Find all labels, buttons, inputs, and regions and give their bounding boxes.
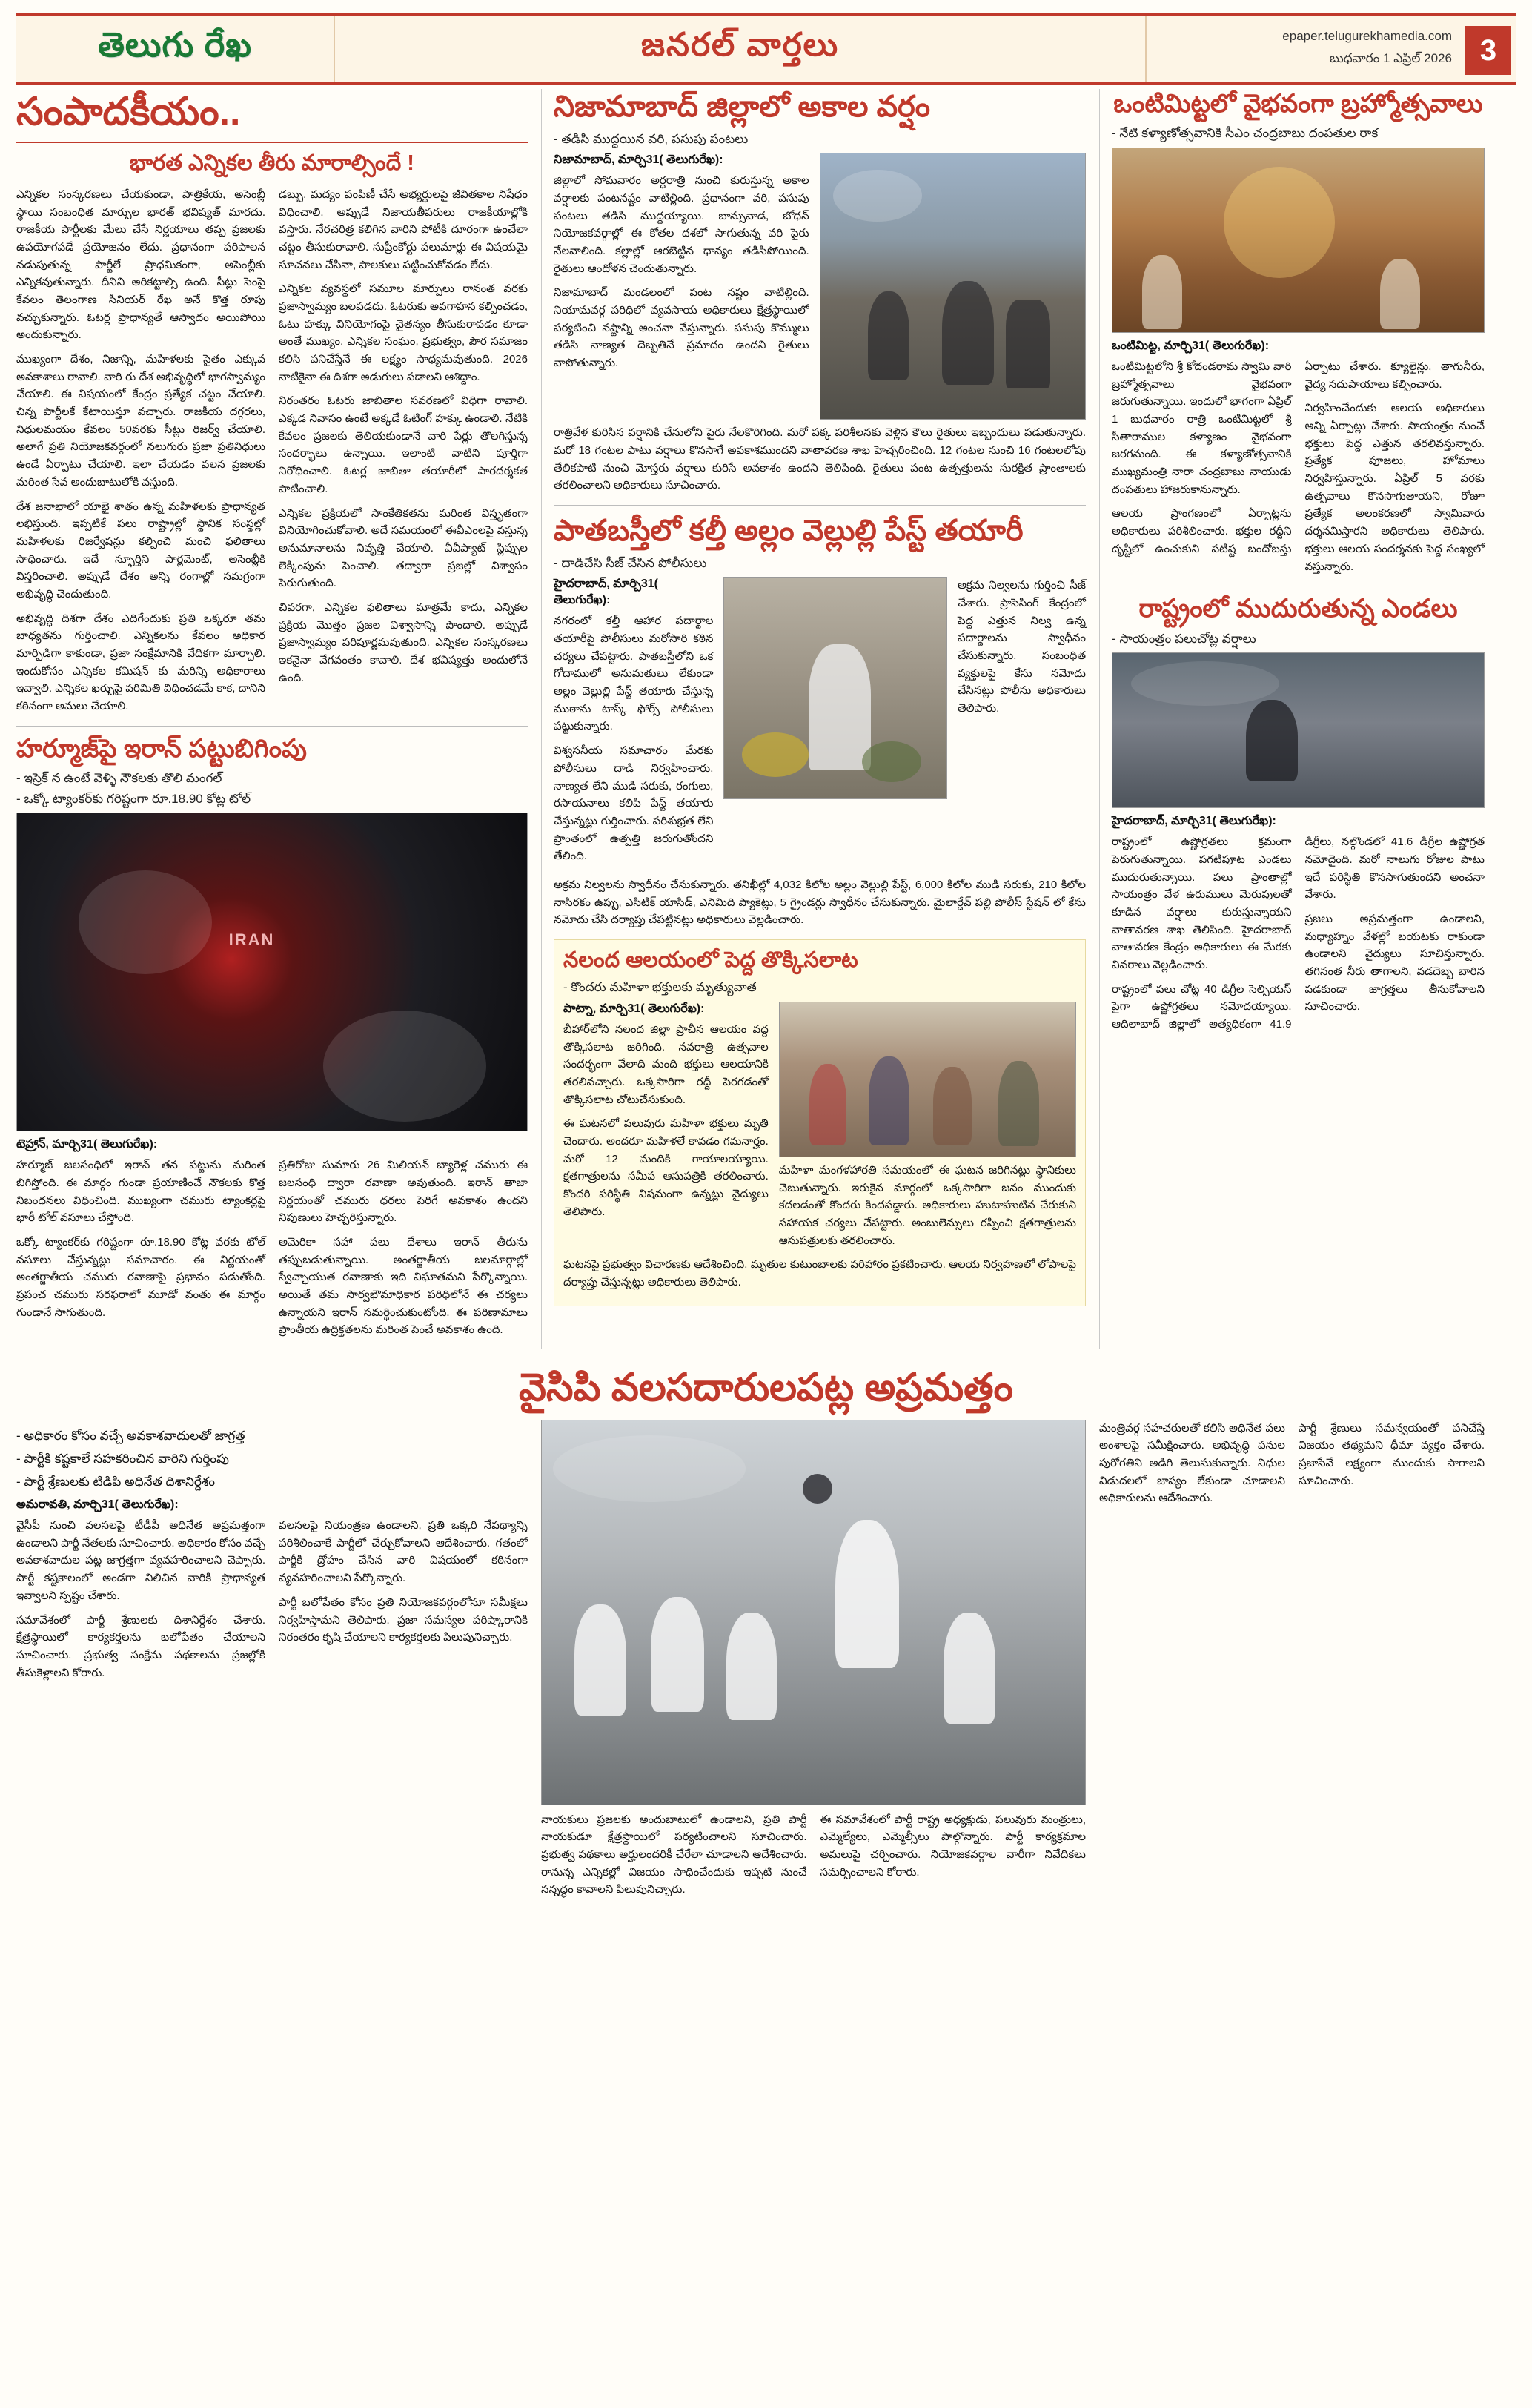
page-number-badge: 3 bbox=[1465, 26, 1511, 75]
editorial-paragraph: దేశ జనాభాలో యాభై శాతం ఉన్న మహిళలకు ప్రాధాన్యత లభిస్తుంది. ఇప్పటికే పలు రాష్ట్రాల్లో స్థానిక సంస్థల్లో మహిళలకు రిజర్వేషన్లు కల్పించి మంచి ఫలితాలు సాధించారు. ఇదే స్ఫూర్తిని పార్లమెంట్, అసెంబ్లీకి విస్తరించాలి. అప్పుడే దేశం అన్ని రంగాల్లో సమగ్రంగా అభివృద్ధి చెందుతుంది. bbox=[16, 500, 265, 601]
ysrcp-grid bbox=[16, 1420, 1516, 1899]
ginger-paste-dateline: హైదరాబాద్, మార్చి31( తెలుగురేఖ): bbox=[554, 578, 659, 607]
iran-subhead-1: - ఇస్రెక్ న ఉంటే వెళ్ళి నౌకలకు తొలి మంగల్ bbox=[16, 771, 222, 786]
nalanda-subhead: - కొందరు మహిళా భక్తులకు మృత్యువాత bbox=[563, 980, 757, 995]
ginger-paste-text-left bbox=[554, 577, 713, 872]
ysrcp-right bbox=[1099, 1420, 1485, 1899]
ontimitta-headline: ఒంటిమిట్టలో వైభవంగా బ్రహ్మోత్సవాలు bbox=[1113, 90, 1483, 118]
ontimitta-temple-photo bbox=[1112, 148, 1485, 333]
ginger-paste-paragraph: విశ్వసనీయ సమాచారం మేరకు పోలీసులు దాడి నిర్వహించారు. నాణ్యత లేని ముడి సరుకు, రంగులు, రసాయనాలు కలిపి పేస్ట్ తయారు చేస్తున్నట్లు గుర్తించారు. పరిశుభ్రత లేని ప్రాంతంలో ఉత్పత్తి జరుగుతోందని తేలింది. bbox=[554, 744, 714, 863]
ysrcp-bullet: - అధికారం కోసం వచ్చే అవకాశవాదులతో జాగ్రత్త bbox=[16, 1428, 245, 1443]
ginger-paste-photo-wrap bbox=[723, 577, 947, 872]
column-center bbox=[541, 89, 1086, 1349]
editorial-paragraph: నిరంతరం ఓటరు జాబితాల సవరణలో విధిగా రావాలి. ఎక్కడ నివాసం ఉంటే అక్కడే ఓటింగ్ హక్కు ఉండాలి. నేటికి కేవలం ప్రజలకు తెలియకుండానే వారి పేర్లు తొలగిస్తున్న సందర్భాలు ఉన్నాయి. ఇలాంటి వాటిని పూర్తిగా నిరోధించాలి. ఓటర్ల జాబితా తయారీలో పారదర్శకత పాటించాలి. bbox=[279, 394, 528, 495]
nalanda-dateline: పాట్నా, మార్చి31( తెలుగురేఖ): bbox=[563, 1002, 705, 1015]
editorial-rule bbox=[16, 142, 528, 143]
ginger-paste-content bbox=[554, 577, 1086, 872]
ysrcp-bullet: - పార్టీకి కష్టకాలే సహకరించిన వారిని గుర్తింపు bbox=[16, 1451, 229, 1466]
nalanda-paragraph: ఈ ఘటనలో పలువురు మహిళా భక్తులు మృతి చెందారు. అందరూ మహిళలే కావడం గమనార్హం. మరో 12 మందికి గాయాలయ్యాయి. క్షతగాత్రులను సమీప ఆసుపత్రికి తరలించారు. కొందరి పరిస్థితి విషమంగా ఉన్నట్లు వైద్యులు తెలిపారు. bbox=[563, 1117, 769, 1218]
masthead-meta bbox=[1145, 16, 1516, 82]
nizamabad-dateline: నిజామాబాద్, మార్చి31( తెలుగురేఖ): bbox=[554, 153, 723, 167]
ginger-paste-paragraph: అక్రమ నిల్వలను గుర్తించి సీజ్ చేశారు. ప్రాసెసింగ్ కేంద్రంలో పెద్ద ఎత్తున నిల్వ ఉన్న పదార్థాలను స్వాధీనం చేసుకున్నారు. సంబంధిత వ్యక్తులపై కేసు నమోదు చేసినట్లు పోలీసు అధికారులు తెలిపారు. bbox=[957, 579, 1086, 715]
masthead-logo-area bbox=[16, 16, 335, 82]
iran-body bbox=[16, 1157, 528, 1339]
heat-article bbox=[1112, 594, 1485, 1033]
nalanda-headline: నలంద ఆలయంలో పెద్ద తొక్కిసలాట bbox=[563, 948, 858, 973]
heat-dateline: హైదరాబాద్, మార్చి31( తెలుగురేఖ): bbox=[1112, 815, 1276, 828]
ontimitta-subhead: - నేటి కళ్యాణోత్సవానికి సీఎం చంద్రబాబు దంపతుల రాక bbox=[1112, 126, 1379, 141]
publication-logo: తెలుగు రేఖ bbox=[98, 25, 252, 64]
iran-article bbox=[16, 734, 528, 1339]
editorial-paragraph: ఎన్నికల వ్యవస్థలో సమూల మార్పులు రానంత వరకు ప్రజాస్వామ్యం బలపడదు. ఓటరుకు అవగాహన కల్పించడం, ఓటు హక్కు వినియోగంపై చైతన్యం తీసుకురావడం కూడా అంతే ముఖ్యం. ఎన్నికల సంఘం, ప్రభుత్వం, పౌర సమాజం కలిసి పనిచేస్తేనే ఈ లక్ష్యం సాధ్యమవుతుంది. 2026 నాటికైనా ఈ దిశగా అడుగులు పడాలని ఆశిద్దాం. bbox=[279, 282, 528, 383]
nalanda-photo-wrap bbox=[779, 1002, 1076, 1256]
editorial-article bbox=[16, 89, 528, 715]
ysrcp-paragraph: నాయకులు ప్రజలకు అందుబాటులో ఉండాలని, ప్రతి పార్టీ నాయకుడూ క్షేత్రస్థాయిలో పర్యటించాలని సూచించారు. ప్రభుత్వ పథకాలు అర్హులందరికీ చేరేలా చూడాలని ఆదేశించారు. రానున్న ఎన్నికల్లో విజయం సాధించేందుకు ఇప్పటి నుంచే సన్నద్ధం కావాలని పిలుపునిచ్చారు. bbox=[541, 1813, 807, 1896]
ysrcp-paragraph: మంత్రివర్గ సహచరులతో కలిసి అధినేత పలు అంశాలపై సమీక్షించారు. అభివృద్ధి పనుల పురోగతిని అడిగి తెలుసుకున్నారు. నిధుల విడుదలలో జాప్యం లేకుండా చూడాలని అధికారులను ఆదేశించారు. bbox=[1099, 1421, 1285, 1505]
heat-body bbox=[1112, 833, 1485, 1033]
editorial-body bbox=[16, 186, 528, 715]
ysrcp-headline: వైసిపి వలసదారులపట్ల అప్రమత్తం bbox=[519, 1366, 1013, 1410]
ysrcp-paragraph: వైసీపీ నుంచి వలసలపై టీడీపీ అధినేత అప్రమత్తంగా ఉండాలని పార్టీ నేతలకు సూచించారు. అధికారం కోసం వచ్చే అవకాశవాదుల పట్ల జాగ్రత్తగా వ్యవహరించాలని చెప్పారు. పార్టీ కష్టకాలంలో అండగా నిలిచిన వారికి ప్రాధాన్యత ఇవ్వాలని స్పష్టం చేశారు. bbox=[16, 1519, 265, 1602]
divider bbox=[554, 505, 1086, 506]
divider bbox=[16, 726, 528, 727]
nizamabad-content bbox=[554, 153, 1086, 420]
ginger-paste-article bbox=[554, 513, 1086, 929]
iran-subhead-2: - ఒక్కో ట్యాంకర్‌కు గరిష్టంగా రూ.18.90 కోట్ల టోల్ bbox=[16, 791, 251, 806]
column-right bbox=[1099, 89, 1485, 1349]
section-title: జనరల్ వార్తలు bbox=[640, 26, 840, 63]
nizamabad-text bbox=[554, 153, 809, 420]
ginger-paste-text-right bbox=[958, 577, 1086, 872]
ontimitta-paragraph: ఒంటిమిట్టలోని శ్రీ కోదండరామ స్వామి వారి బ్రహ్మోత్సవాలు వైభవంగా జరుగుతున్నాయి. ఇందులో భాగంగా ఏప్రిల్ 1 బుధవారం రాత్రి ఒంటిమిట్టలో శ్రీ సీతారాముల కళ్యాణం వైభవంగా జరగనుంది. ఈ కళ్యాణోత్సవానికి ముఖ్యమంత్రి నారా చంద్రబాబు నాయుడు దంపతులు హాజరుకానున్నారు. bbox=[1112, 360, 1292, 496]
editorial-paragraph: ఎన్నికల ప్రక్రియలో సాంకేతికతను మరింత విస్తృతంగా వినియోగించుకోవాలి. అదే సమయంలో ఈవీఎంలపై వస్తున్న అనుమానాలను నివృత్తి చేయాలి. వీవీప్యాట్ స్లిప్పుల లెక్కింపును పెంచాలి. తద్వారా ప్రజల్లో విశ్వాసం పెరుగుతుంది. bbox=[279, 506, 528, 590]
ginger-paste-subhead: - దాడిచేసి సీజ్ చేసిన పోలీసులు bbox=[554, 555, 707, 570]
ontimitta-paragraph: ఆలయ ప్రాంగణంలో ఏర్పాట్లను అధికారులు పరిశీలించారు. భక్తుల రద్దీని దృష్టిలో ఉంచుకుని పటిష్ట బందోబస్తు ఏర్పాటు చేశారు. క్యూలైన్లు, తాగునీరు, వైద్య సదుపాయాలు కల్పించారు. bbox=[1112, 360, 1485, 555]
ysrcp-article bbox=[16, 1357, 1516, 1899]
nizamabad-photo-wrap bbox=[820, 153, 1086, 420]
ysrcp-paragraph: పార్టీ శ్రేణులు సమన్వయంతో పనిచేస్తే విజయం తథ్యమని ధీమా వ్యక్తం చేశారు. ప్రజాసేవే లక్ష్యంగా ముందుకు సాగాలని సూచించారు. bbox=[1299, 1421, 1485, 1487]
ysrcp-bullet: - పార్టీ శ్రేణులకు టిడిపి అధినేత దిశానిర్దేశం bbox=[16, 1474, 215, 1489]
page-grid bbox=[16, 89, 1516, 1349]
editorial-paragraph: డబ్బు, మద్యం పంపిణీ చేసే అభ్యర్థులపై జీవితకాల నిషేధం విధించాలి. అప్పుడే నిజాయతీపరులు రాజకీయాల్లోకి వస్తారు. నేరచరిత్ర కలిగిన వారిని పోటీకి దూరంగా ఉంచేలా చట్టం తీసుకురావాలి. సుప్రీంకోర్టు పలుమార్లు ఈ విషయమై సూచనలు చేసినా, పాలకులు పట్టించుకోవడం లేదు. bbox=[279, 188, 528, 271]
ysrcp-body-right bbox=[1099, 1420, 1485, 1507]
nizamabad-paragraph: జిల్లాలో సోమవారం అర్ధరాత్రి నుంచి కురుస్తున్న అకాల వర్షాలకు పంటనష్టం వాటిల్లింది. ప్రధానంగా వరి, పసుపు పంటలు తడిసి ముద్దయ్యాయి. బాన్సువాడ, బోధన్ నియోజకవర్గాల్లో ఈ కోతల దశలో సాగుతున్న వరి పైరు నేలవాలింది. కల్లాల్లో ఆరబెట్టిన ధాన్యం తడిసిపోయింది. రైతులు ఆందోళన చెందుతున్నారు. bbox=[554, 174, 809, 275]
ysrcp-paragraph: వలసలపై నియంత్రణ ఉండాలని, ప్రతి ఒక్కరి నేపథ్యాన్ని పరిశీలించాకే పార్టీలో చేర్చుకోవాలని ఆదేశించారు. గతంలో పార్టీకి ద్రోహం చేసిన వారి విషయంలో కఠినంగా వ్యవహరించాలని పేర్కొన్నారు. bbox=[279, 1519, 528, 1585]
heat-subhead: - సాయంత్రం పలుచోట్ల వర్షాలు bbox=[1112, 631, 1256, 646]
map-country-label: IRAN bbox=[228, 930, 275, 950]
masthead bbox=[16, 13, 1516, 85]
nalanda-article bbox=[554, 939, 1086, 1306]
editorial-paragraph: ముఖ్యంగా దేశం, నిజాన్ని, మహిళలకు సైతం ఎక్కువ అవకాశాలు రావాలి. వారి రు దేశ అభివృద్ధిలో భాగస్వామ్యం చేయాలి. ఈ విషయంలో కేంద్రం ప్రత్యేక చట్టం చేయాలి. చిన్న పార్టీలకే కేటాయిస్తూ వచ్చారు. రాజకీయ దగ్గరలు, నిధులమయం కేవలం 50వరకు సీట్లు రిజర్వ్ చేయాలి. అలాగే ప్రతి నియోజకవర్గంలో నలుగురు ప్రజా ప్రతినిధులు ఉండే ఏర్పాటు చేయాలి. ఇలా చేయడం వలన ప్రజలకు మరింత సేవ అందుబాటులోకి వస్తుంది. bbox=[16, 353, 265, 489]
nalanda-paragraph: బీహార్‌లోని నలంద జిల్లా ప్రాచీన ఆలయం వద్ద తొక్కిసలాట జరిగింది. నవరాత్రి ఉత్సవాల సందర్భంగా వేలాది మంది భక్తులు ఆలయానికి తరలివచ్చారు. ఒక్కసారిగా రద్దీ పెరగడంతో తొక్కిసలాట చోటుచేసుకుంది. bbox=[563, 1022, 769, 1106]
iran-paragraph: హర్మూజ్ జలసంధిలో ఇరాన్ తన పట్టును మరింత బిగిస్తోంది. ఈ మార్గం గుండా ప్రయాణించే నౌకలకు కొత్త నిబంధనలు విధించింది. ముఖ్యంగా చమురు ట్యాంకర్లపై భారీ టోల్ వసూలు చేస్తోంది. bbox=[16, 1159, 265, 1225]
ysrcp-body-center bbox=[541, 1811, 1086, 1899]
ginger-paste-paragraph: అక్రమ నిల్వలను స్వాధీనం చేసుకున్నారు. తనిఖీల్లో 4,032 కిలోల అల్లం వెల్లుల్లి పేస్ట్, 6,000 కిలోల ముడి సరుకు, 210 కిలోల నాసిరకం ఉప్పు, ఎసిటిక్ యాసిడ్, ఎనిమిది ప్యాకెట్లు, 5 గ్రైండర్లు స్వాధీనం చేసుకున్నారు. మైలార్దేవ్ పల్లి పోలీస్ స్టేషన్ లో కేసు నమోదు చేసి దర్యాప్తు చేపట్టినట్లు అధికారులు వెల్లడించారు. bbox=[554, 878, 1086, 927]
iran-paragraph: ప్రతిరోజు సుమారు 26 మిలియన్ బ్యారెళ్ల చమురు ఈ జలసంధి ద్వారా రవాణా అవుతుంది. ఇరాన్ తాజా నిర్ణయంతో చమురు ధరలు పెరిగే అవకాశం ఉందని నిపుణులు హెచ్చరిస్తున్నారు. bbox=[279, 1159, 528, 1225]
ysrcp-body-left bbox=[16, 1517, 528, 1681]
iran-dateline: టెహ్రాన్, మార్చి31( తెలుగురేఖ): bbox=[16, 1138, 158, 1151]
ontimitta-body bbox=[1112, 358, 1485, 575]
iran-map-photo bbox=[16, 813, 528, 1131]
ontimitta-article bbox=[1112, 89, 1485, 575]
ysrcp-paragraph: పార్టీ బలోపేతం కోసం ప్రతి నియోజకవర్గంలోనూ సమీక్షలు నిర్వహిస్తామని తెలిపారు. ప్రజా సమస్యల పరిష్కారానికి నిరంతరం కృషి చేయాలని కార్యకర్తలకు పిలుపునిచ్చారు. bbox=[279, 1595, 528, 1644]
ginger-paste-raid-photo bbox=[723, 577, 947, 799]
ysrcp-center bbox=[541, 1420, 1086, 1899]
heat-rain-photo bbox=[1112, 652, 1485, 808]
editorial-paragraph: అభివృద్ధి దిశగా దేశం ఎదిగేందుకు ప్రతి ఒక్కరూ తమ బాధ్యతను గుర్తించాలి. ఎన్నికలను కేవలం అధికార మార్పిడిగా కాకుండా, ప్రజా సంక్షేమానికి వేదికగా మార్చాలి. ఇందుకోసం ఎన్నికల కమిషన్ కు మరిన్ని అధికారాలు ఇవ్వాలి. ఎన్నికల ఖర్చుపై పరిమితి విధించడమే కాక, దానిని కఠినంగా అమలు చేయాలి. bbox=[16, 612, 265, 713]
issue-date: బుధవారం 1 ఎప్రిల్ 2026 bbox=[1330, 51, 1452, 65]
heat-paragraph: రాష్ట్రంలో ఉష్ణోగ్రతలు క్రమంగా పెరుగుతున్నాయి. పగటిపూట ఎండలు ముదురుతున్నాయి. పలు ప్రాంతాల్లో సాయంత్రం వేళ ఉరుములు మెరుపులతో కూడిన వర్షాలు కురుస్తున్నాయని వాతావరణ శాఖ తెలిపింది. హైదరాబాద్ వాతావరణ కేంద్రం అధికారులు ఈ మేరకు వివరాలు వెల్లడించారు. bbox=[1112, 836, 1292, 971]
nalanda-paragraph: ఘటనపై ప్రభుత్వం విచారణకు ఆదేశించింది. మృతుల కుటుంబాలకు పరిహారం ప్రకటించారు. ఆలయ నిర్వహణలో లోపాలపై దర్యాప్తు చేస్తున్నట్లు అధికారులు తెలిపారు. bbox=[563, 1258, 1076, 1289]
nalanda-content bbox=[563, 1002, 1076, 1256]
ysrcp-bullets bbox=[16, 1426, 528, 1492]
nalanda-paragraph: మహిళా మంగళహారతి సమయంలో ఈ ఘటన జరిగినట్లు స్థానికులు చెబుతున్నారు. ఇరుకైన మార్గంలో ఒక్కసారిగా జనం ముందుకు కదలడంతో కొందరు కిందపడ్డారు. అధికారులు హుటాహుటిన చేరుకుని సహాయక చర్యలు చేపట్టారు. అంబులెన్సులు రప్పించి క్షతగాత్రులను ఆసుపత్రులకు తరలించారు. bbox=[778, 1163, 1076, 1247]
nizamabad-street-photo bbox=[820, 153, 1086, 420]
nizamabad-paragraph: రాత్రివేళ కురిసిన వర్షానికి చేనులోని పైరు నేలకొరిగింది. మరో పక్క పరిశీలనకు వెళ్లిన కౌలు రైతులు ఇబ్బందులు పడుతున్నారు. మరో 18 గంటల పాటు వర్షాలు కొనసాగే అవకాశముందని వాతావరణ శాఖ హెచ్చరించింది. 12 గంటల నుంచి 16 గంటలలోపు తేలికపాటి నుంచి మోస్తరు వర్షాలు కురిసే అవకాశం ఉందని తెలిపింది. రైతులు పంట ఉత్పత్తులను సురక్షిత ప్రాంతాలకు తరలించాలని అధికారులు సూచించారు. bbox=[554, 426, 1086, 492]
ysrcp-paragraph: ఈ సమావేశంలో పార్టీ రాష్ట్ర అధ్యక్షుడు, పలువురు మంత్రులు, ఎమ్మెల్యేలు, ఎమ్మెల్సీలు పాల్గొన్నారు. పార్టీ కార్యక్రమాల అమలుపై చర్చించారు. నియోజకవర్గాల వారీగా నివేదికలు సమర్పించాలని కోరారు. bbox=[820, 1813, 1086, 1879]
nizamabad-subhead: - తడిసి ముద్దయిన వరి, పసుపు పంటలు bbox=[554, 131, 749, 146]
heat-paragraph: రాష్ట్రంలో పలు చోట్ల 40 డిగ్రీల సెల్సియస్ పైగా ఉష్ణోగ్రతలు నమోదయ్యాయి. ఆదిలాబాద్ జిల్లాలో అత్యధికంగా 41.9 డిగ్రీలు, నల్గొండలో 41.6 డిగ్రీల ఉష్ణోగ్రత నమోదైంది. మరో నాలుగు రోజుల పాటు ఇదే పరిస్థితి కొనసాగుతుందని అంచనా వేశారు. bbox=[1112, 836, 1485, 1031]
epaper-url[interactable]: epaper.telugurekhamedia.com bbox=[1282, 29, 1452, 43]
iran-headline: హర్మూజ్‌పై ఇరాన్ పట్టుబిగింపు bbox=[16, 734, 307, 763]
editorial-paragraph: ఎన్నికల సంస్కరణలు చేయకుండా, పాత్రికేయ, అసెంబ్లీ స్థాయి సంబంధిత మార్పుల భారత్ భవిష్యత్ మారదు. రాజకీయ పార్టీలకు మేలు చేసే నిర్ణయాలు తప్ప ప్రజలకు ఉపయోగపడే ప్రయోజనం లేదు. ప్రధానంగా పరిపాలన నడుపుతున్న పార్టీలే ప్రాధమికంగా, అసెంబ్లీకు ఎన్నికవుతున్నారు. దీనిని అరికట్టాల్సి ఉంది. సీట్లు సెంపై కేవలం తెలంగాణ సీనియర్ రేఖ అనే కొత్త రూపు వచ్చుకున్నారు. ఓటర్ల ప్రాధాన్యతే ఆస్వాదం అయిపోయి అందుకున్నారు. bbox=[16, 188, 265, 342]
column-left bbox=[16, 89, 528, 1349]
editorial-kicker: సంపాదకీయం.. bbox=[16, 90, 241, 133]
editorial-paragraph: చివరగా, ఎన్నికల ఫలితాలు మాత్రమే కాదు, ఎన్నికల ప్రక్రియ మొత్తం ప్రజల విశ్వాసాన్ని పొందాలి. అప్పుడే ప్రజాస్వామ్యం పరిపూర్ణమవుతుంది. ఎన్నికల సంస్కరణలు ఇకనైనా వేగవంతం కావాలి. దేశ భవిష్యత్తు అందులోనే ఉంది. bbox=[279, 601, 528, 684]
nalanda-text-left bbox=[563, 1002, 769, 1256]
masthead-section-title-area bbox=[335, 16, 1145, 82]
nizamabad-article bbox=[554, 89, 1086, 494]
iran-paragraph: అమెరికా సహా పలు దేశాలు ఇరాన్ తీరును తప్పుబడుతున్నాయి. అంతర్జాతీయ జలమార్గాల్లో స్వేచ్ఛాయుత రవాణాకు ఇది విఘాతమని పేర్కొన్నాయి. అయితే తమ సార్వభౌమాధికార పరిధిలోనే ఈ చర్యలు ఉన్నాయని ఇరాన్ సమర్థించుకుంటోంది. ఈ పరిణామాలు ప్రాంతీయ ఉద్రిక్తతలను మరింత పెంచే అవకాశం ఉంది. bbox=[279, 1235, 528, 1337]
nizamabad-paragraph: నిజామాబాద్ మండలంలో పంట నష్టం వాటిల్లింది. నియామవర్గ పరిధిలో వ్యవసాయ అధికారులు క్షేత్రస్థాయిలో పర్యటించి నష్టాన్ని అంచనా వేస్తున్నారు. పసుపు కొమ్ములు తడిసి నాణ్యత దెబ్బతినే ప్రమాదం ఉందని రైతులు వాపోతున్నారు. bbox=[554, 286, 809, 370]
ysrcp-left bbox=[16, 1420, 528, 1899]
iran-paragraph: ఒక్కో ట్యాంకర్‌కు గరిష్టంగా రూ.18.90 కోట్ల వరకు టోల్ వసూలు చేస్తున్నట్లు సమాచారం. ఈ నిర్ణయంతో అంతర్జాతీయ చమురు రవాణాపై ప్రభావం పడుతోంది. ప్రపంచ చమురు సరఫరాలో మూడో వంతు ఈ మార్గం గుండానే సాగుతుంది. bbox=[16, 1235, 265, 1319]
ginger-paste-headline: పాతబస్తీలో కల్తీ అల్లం వెల్లుల్లి పేస్ట్ తయారీ bbox=[554, 515, 1024, 548]
ginger-paste-paragraph: నగరంలో కల్తీ ఆహార పదార్థాల తయారీపై పోలీసులు మరోసారి కఠిన చర్యలు చేపట్టారు. పాతబస్తీలోని ఒక గోదాములో అనుమతులు లేకుండా అల్లం వెల్లుల్లి పేస్ట్ తయారు చేస్తున్న ముఠాను టాస్క్ ఫోర్స్ పోలీసులు పట్టుకున్నారు. bbox=[554, 615, 714, 733]
nizamabad-headline: నిజామాబాద్ జిల్లాలో అకాల వర్షం bbox=[554, 90, 931, 123]
ysrcp-meeting-photo bbox=[541, 1420, 1086, 1805]
ontimitta-paragraph: నిర్వహించేందుకు ఆలయ అధికారులు అన్ని ఏర్పాట్లు చేశారు. సాయంత్రం నుంచే భక్తులు పెద్ద ఎత్తున తరలివస్తున్నారు. ప్రత్యేక పూజలు, హోమాలు నిర్వహిస్తున్నారు. ఏప్రిల్ 5 వరకు ఉత్సవాలు కొనసాగుతాయని, రోజూ ప్రత్యేక అలంకరణలో స్వామివారు దర్శనమిస్తారని అధికారులు తెలిపారు. భక్తులు ఆలయ సందర్శనకు పెద్ద సంఖ్యలో వస్తున్నారు. bbox=[1304, 402, 1485, 573]
ontimitta-dateline: ఒంటిమిట్ట, మార్చి31( తెలుగురేఖ): bbox=[1112, 339, 1270, 352]
editorial-headline: భారత ఎన్నికల తీరు మారాల్సిందే ! bbox=[130, 151, 414, 176]
heat-paragraph: ప్రజలు అప్రమత్తంగా ఉండాలని, మధ్యాహ్నం వేళల్లో బయటకు రాకుండా ఉండాలని వైద్యులు సూచిస్తున్నారు. తగినంత నీరు తాగాలని, వడదెబ్బ బారిన పడకుండా జాగ్రత్తలు తీసుకోవాలని సూచించారు. bbox=[1304, 912, 1485, 1013]
heat-headline: రాష్ట్రంలో ముదురుతున్న ఎండలు bbox=[1138, 595, 1458, 624]
nalanda-crowd-photo bbox=[779, 1002, 1076, 1157]
ysrcp-paragraph: సమావేశంలో పార్టీ శ్రేణులకు దిశానిర్దేశం చేశారు. క్షేత్రస్థాయిలో కార్యకర్తలను బలోపేతం చేయాలని సూచించారు. ప్రభుత్వ సంక్షేమ పథకాలను ప్రజల్లోకి తీసుకెళ్లాలని కోరారు. bbox=[16, 1613, 265, 1679]
ysrcp-dateline: అమరావతి, మార్చి31( తెలుగురేఖ): bbox=[16, 1498, 179, 1512]
